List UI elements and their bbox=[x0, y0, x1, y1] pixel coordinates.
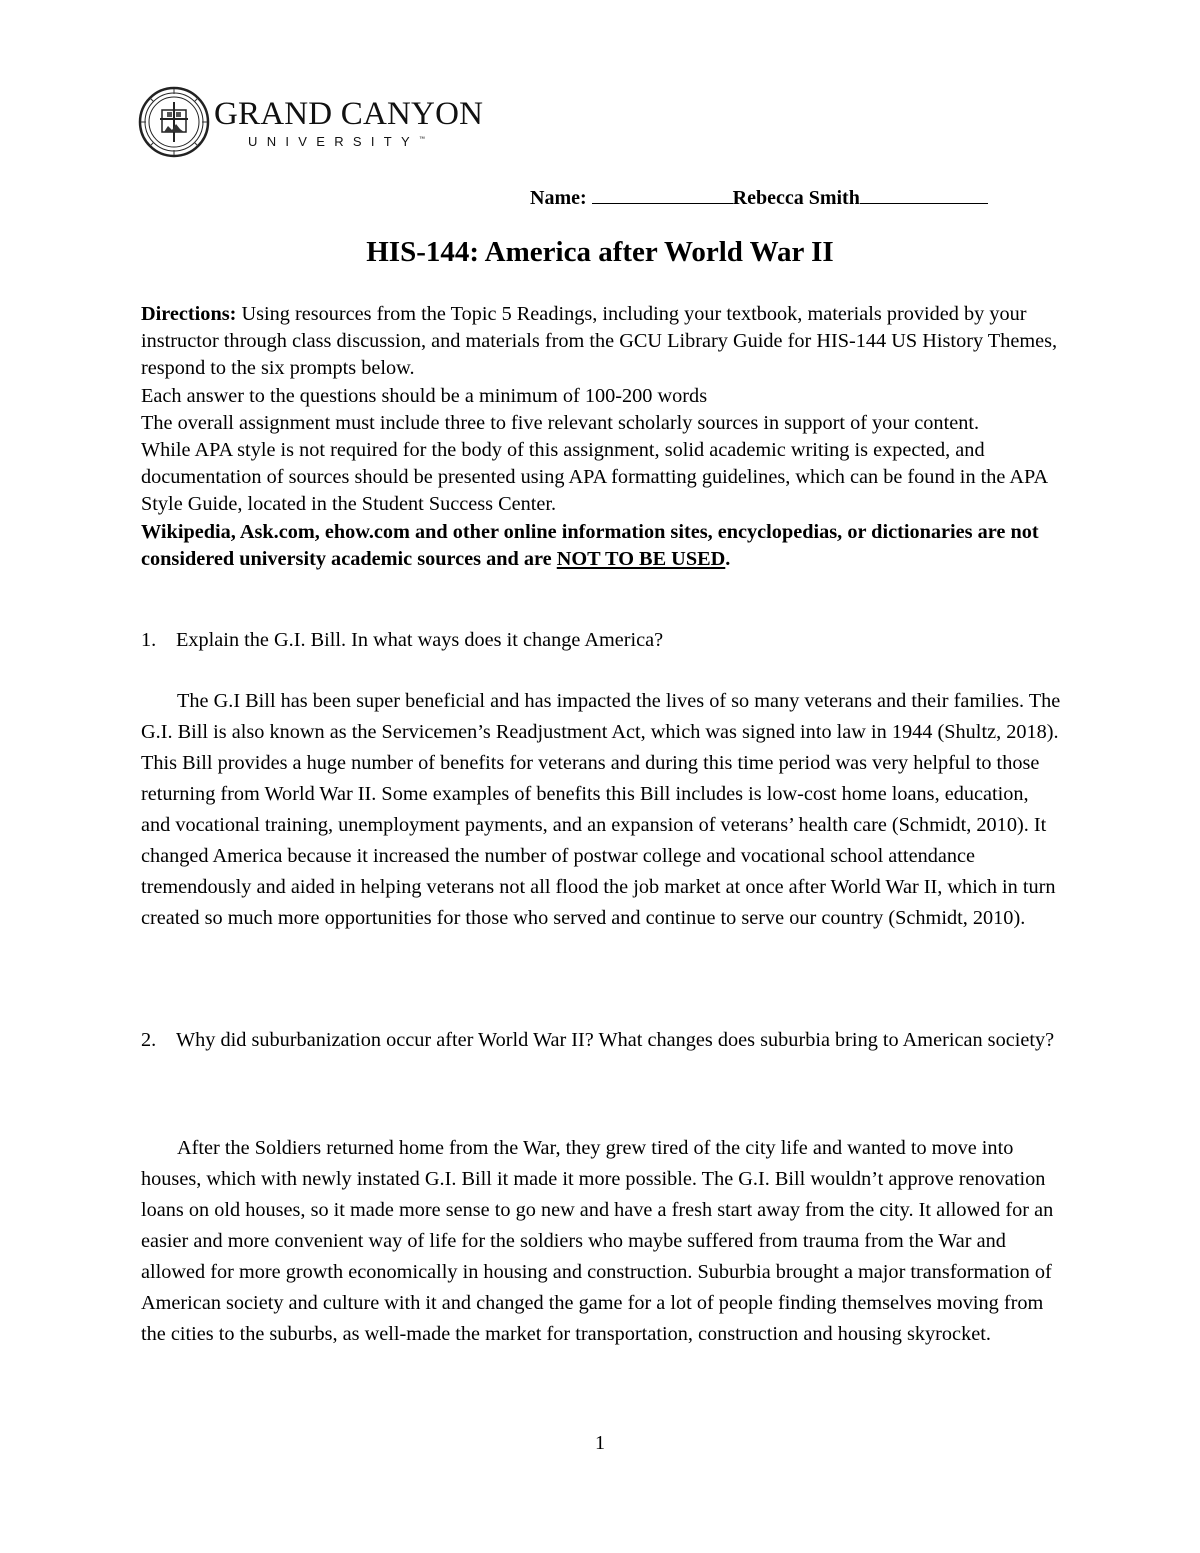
warning-end: . bbox=[725, 547, 731, 570]
directions-paragraph-4: While APA style is not required for the body of this assignment, solid academic writing is expected, and documentation of sources should be presented using APA formatting guidelines, which can be found in the APA Style Guide, located in the Student Success Center. bbox=[141, 439, 1047, 516]
trademark-mark: ™ bbox=[419, 136, 426, 143]
warning-emphasis: NOT TO BE USED bbox=[556, 547, 726, 570]
question-number: 1. bbox=[141, 629, 157, 651]
university-wordmark bbox=[214, 96, 483, 149]
directions-paragraph-3: The overall assignment must include three to five relevant scholarly sources in support of your content. bbox=[141, 411, 980, 434]
answer-1: The G.I Bill has been super beneficial and has impacted the lives of so many veterans and their families. The G.I. Bill is also known as the Servicemen’s Readjustment Act, which was signed into law in 1944 (Shultz, 2018). This Bill provides a huge number of benefits for veterans and during this time period was very helpful to those returning from World War II. Some examples of benefits this Bill includes is low-cost home loans, education, and vocational training, unemployment payments, and an expansion of veterans’ health care (Schmidt, 2010). It changed America because it increased the number of postwar college and vocational school attendance tremendously and aided in helping veterans not all flood the job market at once after World War II, which in turn created so much more opportunities for those who served and continue to serve our country (Schmidt, 2010). bbox=[141, 690, 1061, 929]
page-title: HIS-144: America after World War II bbox=[366, 236, 834, 268]
question-number: 2. bbox=[141, 1029, 157, 1051]
directions-paragraph-1: Using resources from the Topic 5 Readings, including your textbook, materials provided by your instructor through class discussion, and materials from the GCU Library Guide for HIS-144 US History Themes, respond to the six prompts below. bbox=[141, 303, 1058, 380]
question-prompt: Explain the G.I. Bill. In what ways does it change America? bbox=[176, 629, 664, 651]
directions-paragraph-2: Each answer to the questions should be a minimum of 100-200 words bbox=[141, 384, 708, 407]
sources-warning bbox=[141, 519, 1061, 573]
name-underline-right bbox=[860, 185, 988, 204]
question-1 bbox=[141, 627, 1061, 655]
name-line bbox=[530, 185, 988, 210]
question-prompt: Why did suburbanization occur after World War II? What changes does suburbia bring to American society? bbox=[176, 1029, 1055, 1051]
name-label: Name: bbox=[530, 187, 587, 209]
question-2 bbox=[141, 1027, 1061, 1055]
university-logo bbox=[138, 86, 483, 158]
page-number: 1 bbox=[595, 1432, 605, 1454]
directions-section bbox=[141, 301, 1061, 573]
answer-2: After the Soldiers returned home from the War, they grew tired of the city life and wanted to move into houses, which with newly instated G.I. Bill it made it more possible. The G.I. Bill wouldn’t approve renovation loans on old houses, so it made more sense to go new and have a fresh start away from the city. It allowed for an easier and more convenient way of life for the soldiers who maybe suffered from trauma from the War and allowed for more growth economically in housing and construction. Suburbia brought a major transformation of American society and culture with it and changed the game for a lot of people finding themselves moving from the cities to the suburbs, as well-made the market for transportation, construction and housing skyrocket. bbox=[141, 1137, 1054, 1345]
wordmark-line1: GRAND CANYON bbox=[214, 95, 484, 132]
name-underline-left bbox=[592, 185, 733, 204]
university-seal-icon bbox=[138, 86, 210, 158]
student-name: Rebecca Smith bbox=[732, 187, 860, 209]
wordmark-line2: UNIVERSITY bbox=[248, 133, 420, 149]
directions-label: Directions: bbox=[141, 303, 237, 325]
warning-text: Wikipedia, Ask.com, ehow.com and other online information sites, encyclopedias, or dictionaries are not considered university academic sources and are bbox=[141, 520, 1039, 570]
